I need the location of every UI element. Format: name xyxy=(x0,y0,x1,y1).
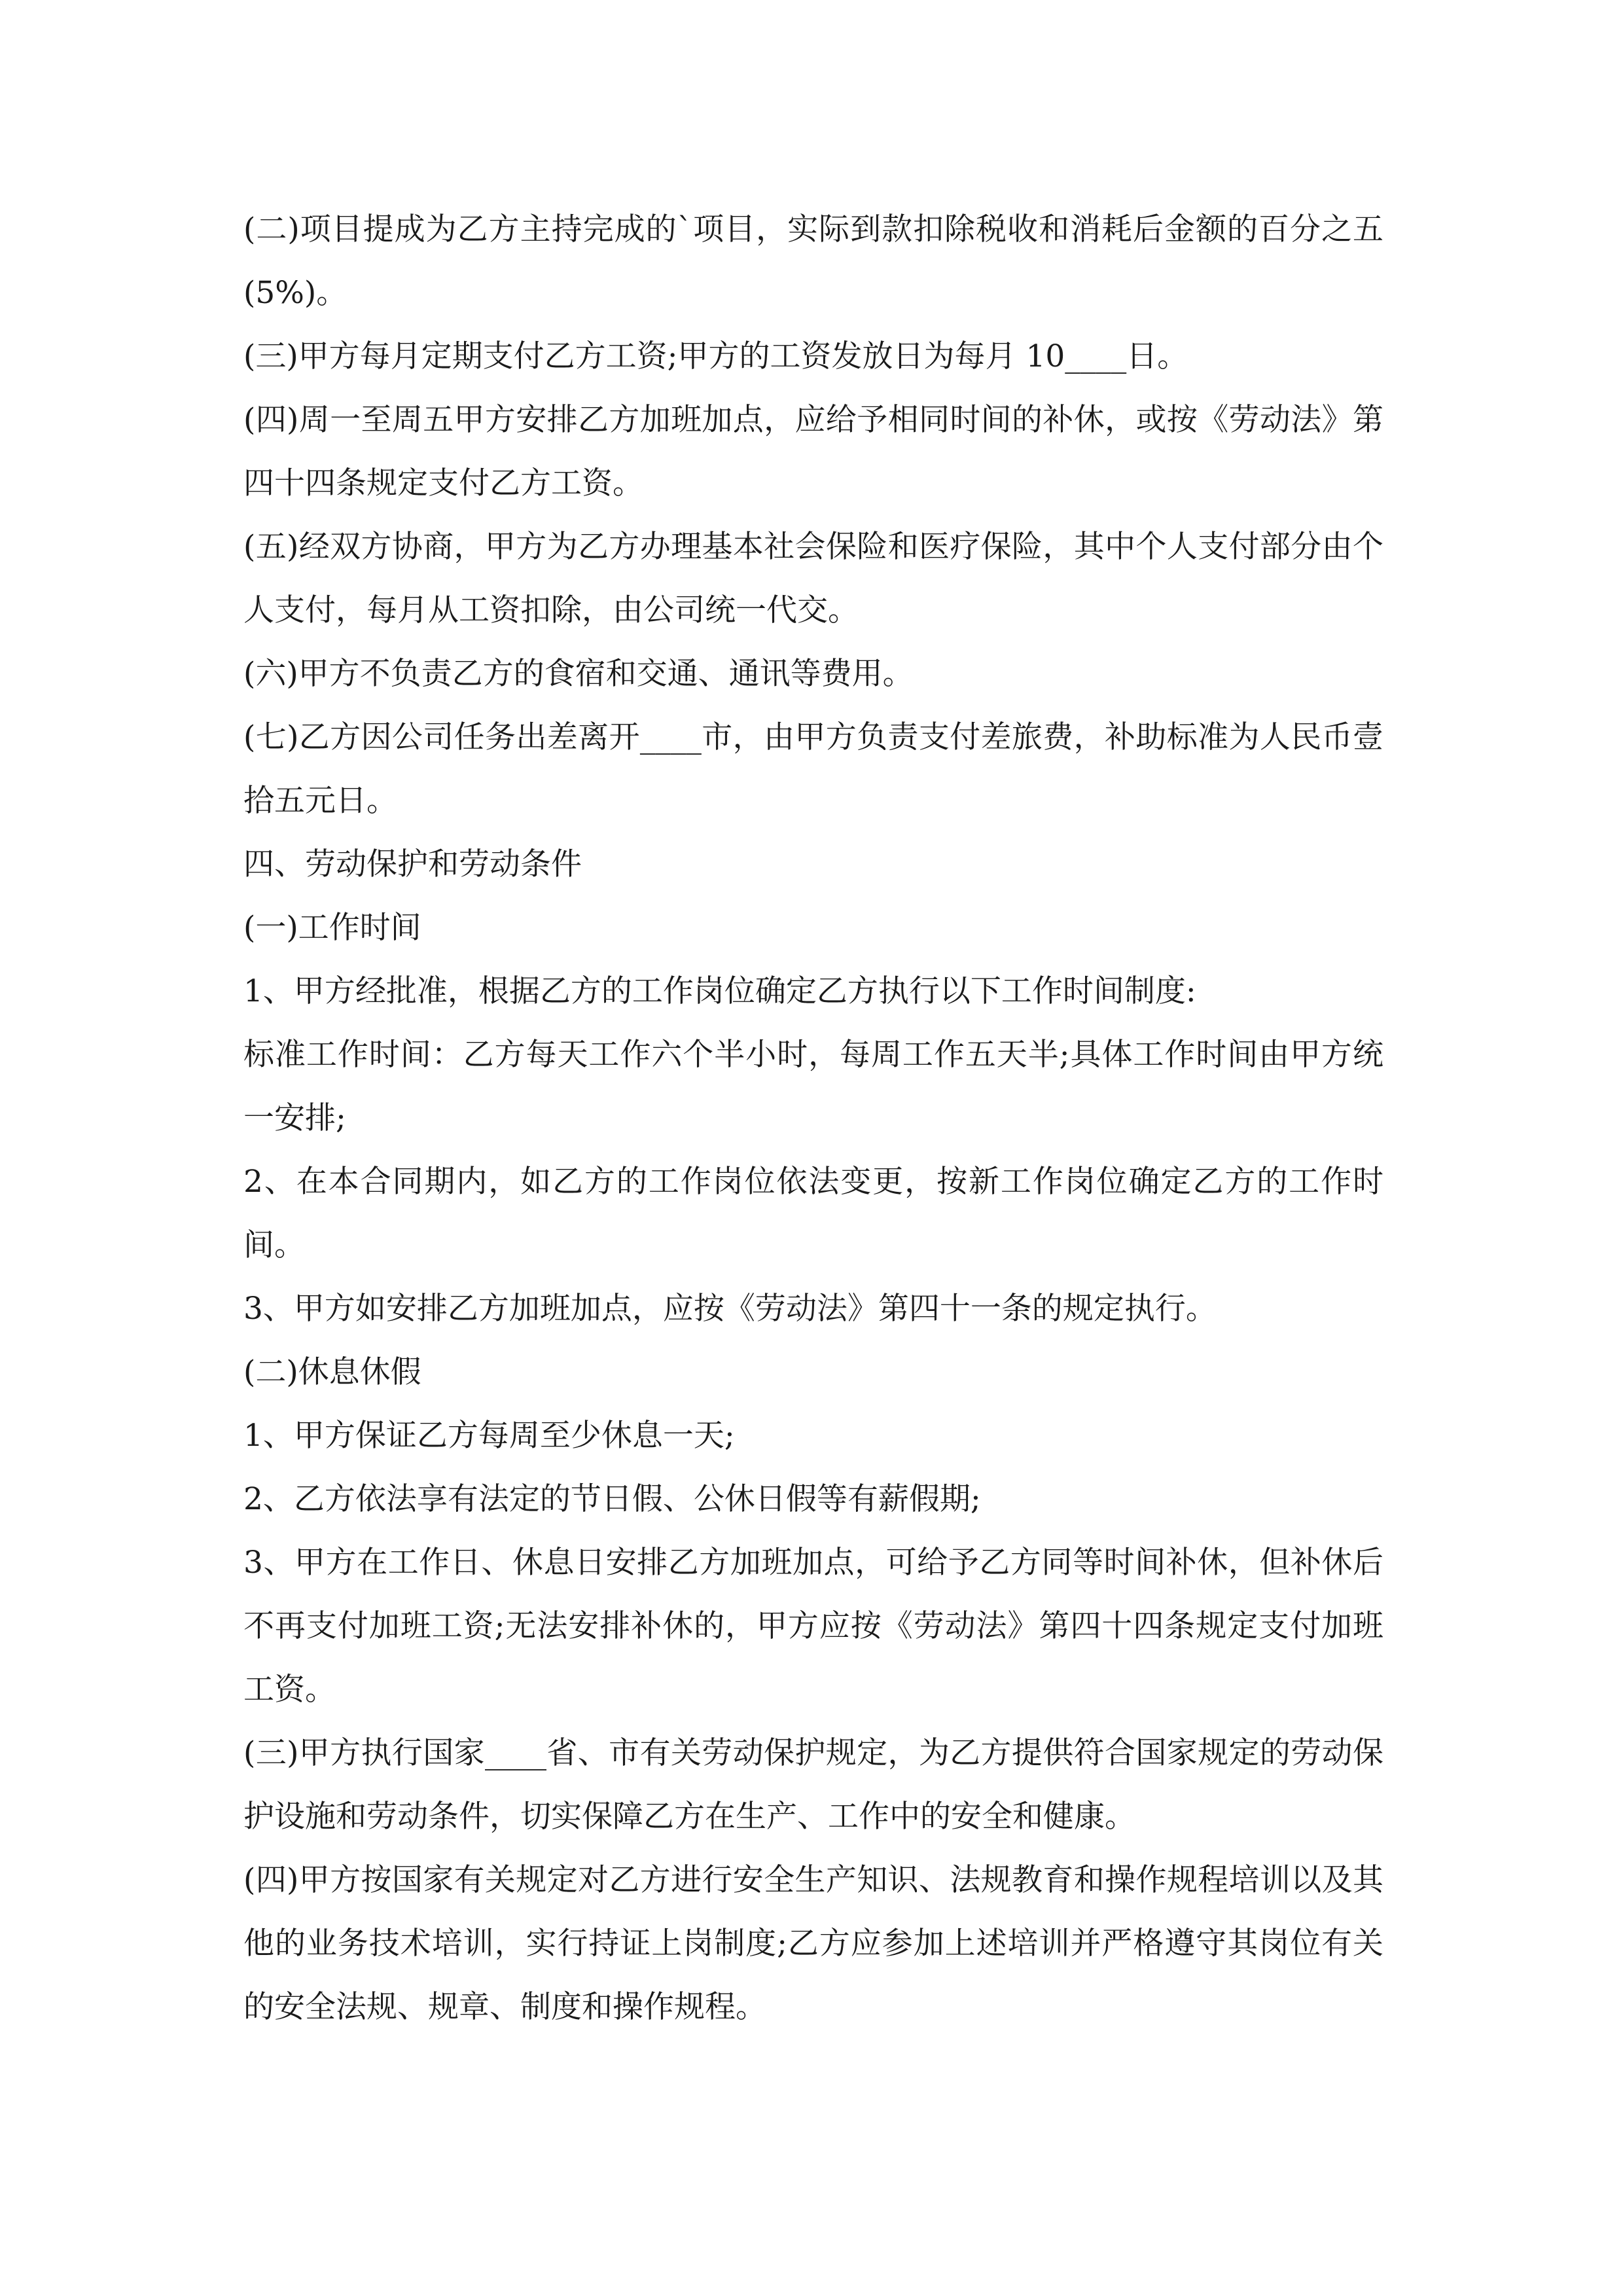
paragraph-overtime-compensation: (四)周一至周五甲方安排乙方加班加点，应给予相同时间的补休，或按《劳动法》第四十四条规定支付乙方工资。 xyxy=(243,402,1383,501)
paragraph-safety-training: (四)甲方按国家有关规定对乙方进行安全生产知识、法规教育和操作规程培训以及其他的业务技术培训，实行持证上岗制度;乙方应参加上述培训并严格遵守其岗位有关的安全法规、规章、制度和操作规程。 xyxy=(243,1862,1383,2025)
paragraph-social-insurance: (五)经双方协商，甲方为乙方办理基本社会保险和医疗保险，其中个人支付部分由个人支付，每月从工资扣除，由公司统一代交。 xyxy=(243,529,1383,628)
subheading-working-hours: (一)工作时间 xyxy=(243,910,421,946)
paragraph-salary-payday: (三)甲方每月定期支付乙方工资;甲方的工资发放日为每月 10____日。 xyxy=(243,338,1188,374)
paragraph-hours-system: 1、甲方经批准，根据乙方的工作岗位确定乙方执行以下工作时间制度: xyxy=(243,973,1196,1009)
paragraph-weekly-rest: 1、甲方保证乙方每周至少休息一天; xyxy=(243,1418,735,1454)
section-heading-labor-protection: 四、劳动保护和劳动条件 xyxy=(243,846,582,882)
paragraph-safety-conditions: (三)甲方执行国家____省、市有关劳动保护规定，为乙方提供符合国家规定的劳动保护设施和劳动条件，切实保障乙方在生产、工作中的安全和健康。 xyxy=(243,1735,1383,1835)
paragraph-paid-holidays: 2、乙方依法享有法定的节日假、公休日假等有薪假期; xyxy=(243,1481,981,1517)
paragraph-expenses: (六)甲方不负责乙方的食宿和交通、通讯等费用。 xyxy=(243,656,914,692)
paragraph-project-commission: (二)项目提成为乙方主持完成的`项目，实际到款扣除税收和消耗后金额的百分之五(5%)。 xyxy=(243,211,1383,311)
contract-body xyxy=(243,198,1383,2039)
paragraph-standard-hours: 标准工作时间：乙方每天工作六个半小时，每周工作五天半;具体工作时间由甲方统一安排; xyxy=(243,1037,1383,1136)
paragraph-overtime-rule: 3、甲方如安排乙方加班加点，应按《劳动法》第四十一条的规定执行。 xyxy=(243,1291,1217,1327)
paragraph-compensatory-leave: 3、甲方在工作日、休息日安排乙方加班加点，可给予乙方同等时间补休，但补休后不再支付加班工资;无法安排补休的，甲方应按《劳动法》第四十四条规定支付加班工资。 xyxy=(243,1545,1383,1708)
paragraph-travel-allowance: (七)乙方因公司任务出差离开____市，由甲方负责支付差旅费，补助标准为人民币壹拾五元日。 xyxy=(243,719,1383,819)
paragraph-position-change: 2、在本合同期内，如乙方的工作岗位依法变更，按新工作岗位确定乙方的工作时间。 xyxy=(243,1164,1383,1263)
subheading-rest-leave: (二)休息休假 xyxy=(243,1354,421,1390)
